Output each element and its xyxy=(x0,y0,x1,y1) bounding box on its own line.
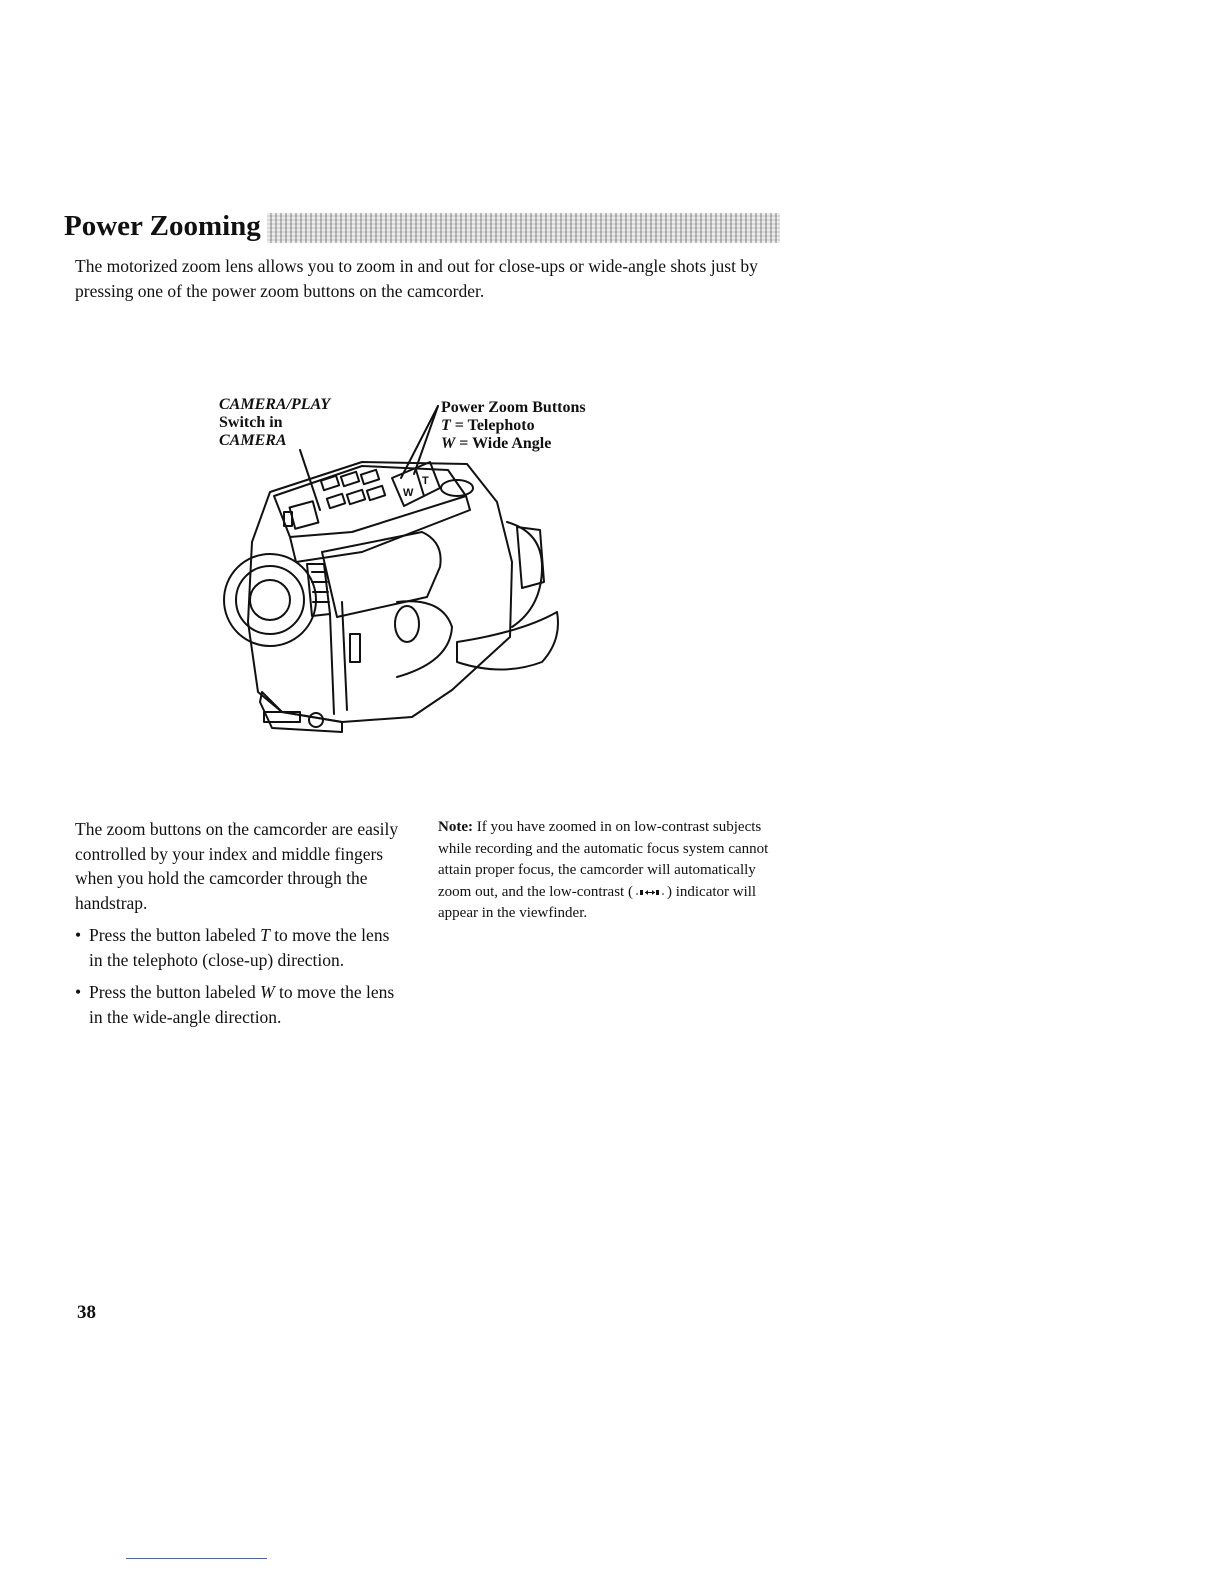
bullet-symbol: • xyxy=(75,925,82,945)
callout-line-3: CAMERA xyxy=(219,432,287,449)
lens-glass xyxy=(250,580,290,620)
control-key-1 xyxy=(321,476,339,490)
note-paragraph xyxy=(438,817,783,925)
lens-outer xyxy=(224,554,316,646)
lens-inner xyxy=(236,566,304,634)
bullet-key: W xyxy=(260,982,275,1002)
bullet-telephoto: • Press the button labeled T to move the lens in the telephoto (close-up) direction. xyxy=(75,925,390,970)
bullet-key: T xyxy=(260,925,270,945)
title-shade-band xyxy=(260,213,780,243)
w-value: = Wide Angle xyxy=(459,435,552,452)
tripod-mount xyxy=(309,713,323,727)
title-bar xyxy=(64,208,780,244)
control-key-3 xyxy=(361,470,379,484)
camera-play-switch xyxy=(290,501,319,528)
record-button xyxy=(395,606,419,642)
t-key: T xyxy=(441,417,451,434)
intro-paragraph: The motorized zoom lens allows you to zoom in and out for close-ups or wide-angle shots just by pressing one of the power zoom buttons on the camcorder. xyxy=(75,256,758,301)
control-key-6 xyxy=(367,486,385,500)
page-title: Power Zooming xyxy=(64,208,267,244)
note-label: Note: xyxy=(438,819,473,835)
camera-play-callout xyxy=(219,396,330,450)
page-number: 38 xyxy=(77,1302,96,1323)
t-value: = Telephoto xyxy=(454,417,535,434)
handstrap xyxy=(457,612,558,670)
bullet-symbol: • xyxy=(75,982,82,1002)
callout-line-2: Switch in xyxy=(219,414,283,431)
zoom-callout-wide xyxy=(441,435,586,453)
bullet-list xyxy=(75,923,405,1029)
control-key-5 xyxy=(347,490,365,504)
control-key-4 xyxy=(327,494,345,508)
control-key-2 xyxy=(341,472,359,486)
zoom-callout-title: Power Zoom Buttons xyxy=(441,399,586,416)
zoom-instructions xyxy=(75,817,405,1037)
panel-edge xyxy=(290,496,470,562)
instructions-paragraph: The zoom buttons on the camcorder are easily controlled by your index and middle fingers when you hold the camcorder through the handstrap. xyxy=(75,819,399,913)
low-contrast-icon xyxy=(633,885,667,897)
grip-pad xyxy=(397,601,452,677)
note-text-after: ) indicator will appear in the viewfinder. xyxy=(438,883,757,921)
note-text-before: If you have zoomed in on low-contrast subjects while recording and the automatic focus system cannot attain proper focus, the camcorder will automatically zoom out, and the low-contrast ( xyxy=(438,819,769,900)
camcorder-diagram xyxy=(212,392,632,742)
zoom-buttons-callout xyxy=(441,399,586,453)
callout-line-1: CAMERA/PLAY xyxy=(219,396,331,413)
w-button-mark: W xyxy=(403,487,414,499)
footer-rule xyxy=(126,1558,267,1559)
side-jack xyxy=(350,634,360,662)
zoom-callout-telephoto xyxy=(441,417,586,435)
bullet-wide-angle: • Press the button labeled W to move the lens in the wide-angle direction. xyxy=(75,982,395,1027)
w-key: W xyxy=(441,435,456,452)
t-button-mark: T xyxy=(422,475,429,487)
